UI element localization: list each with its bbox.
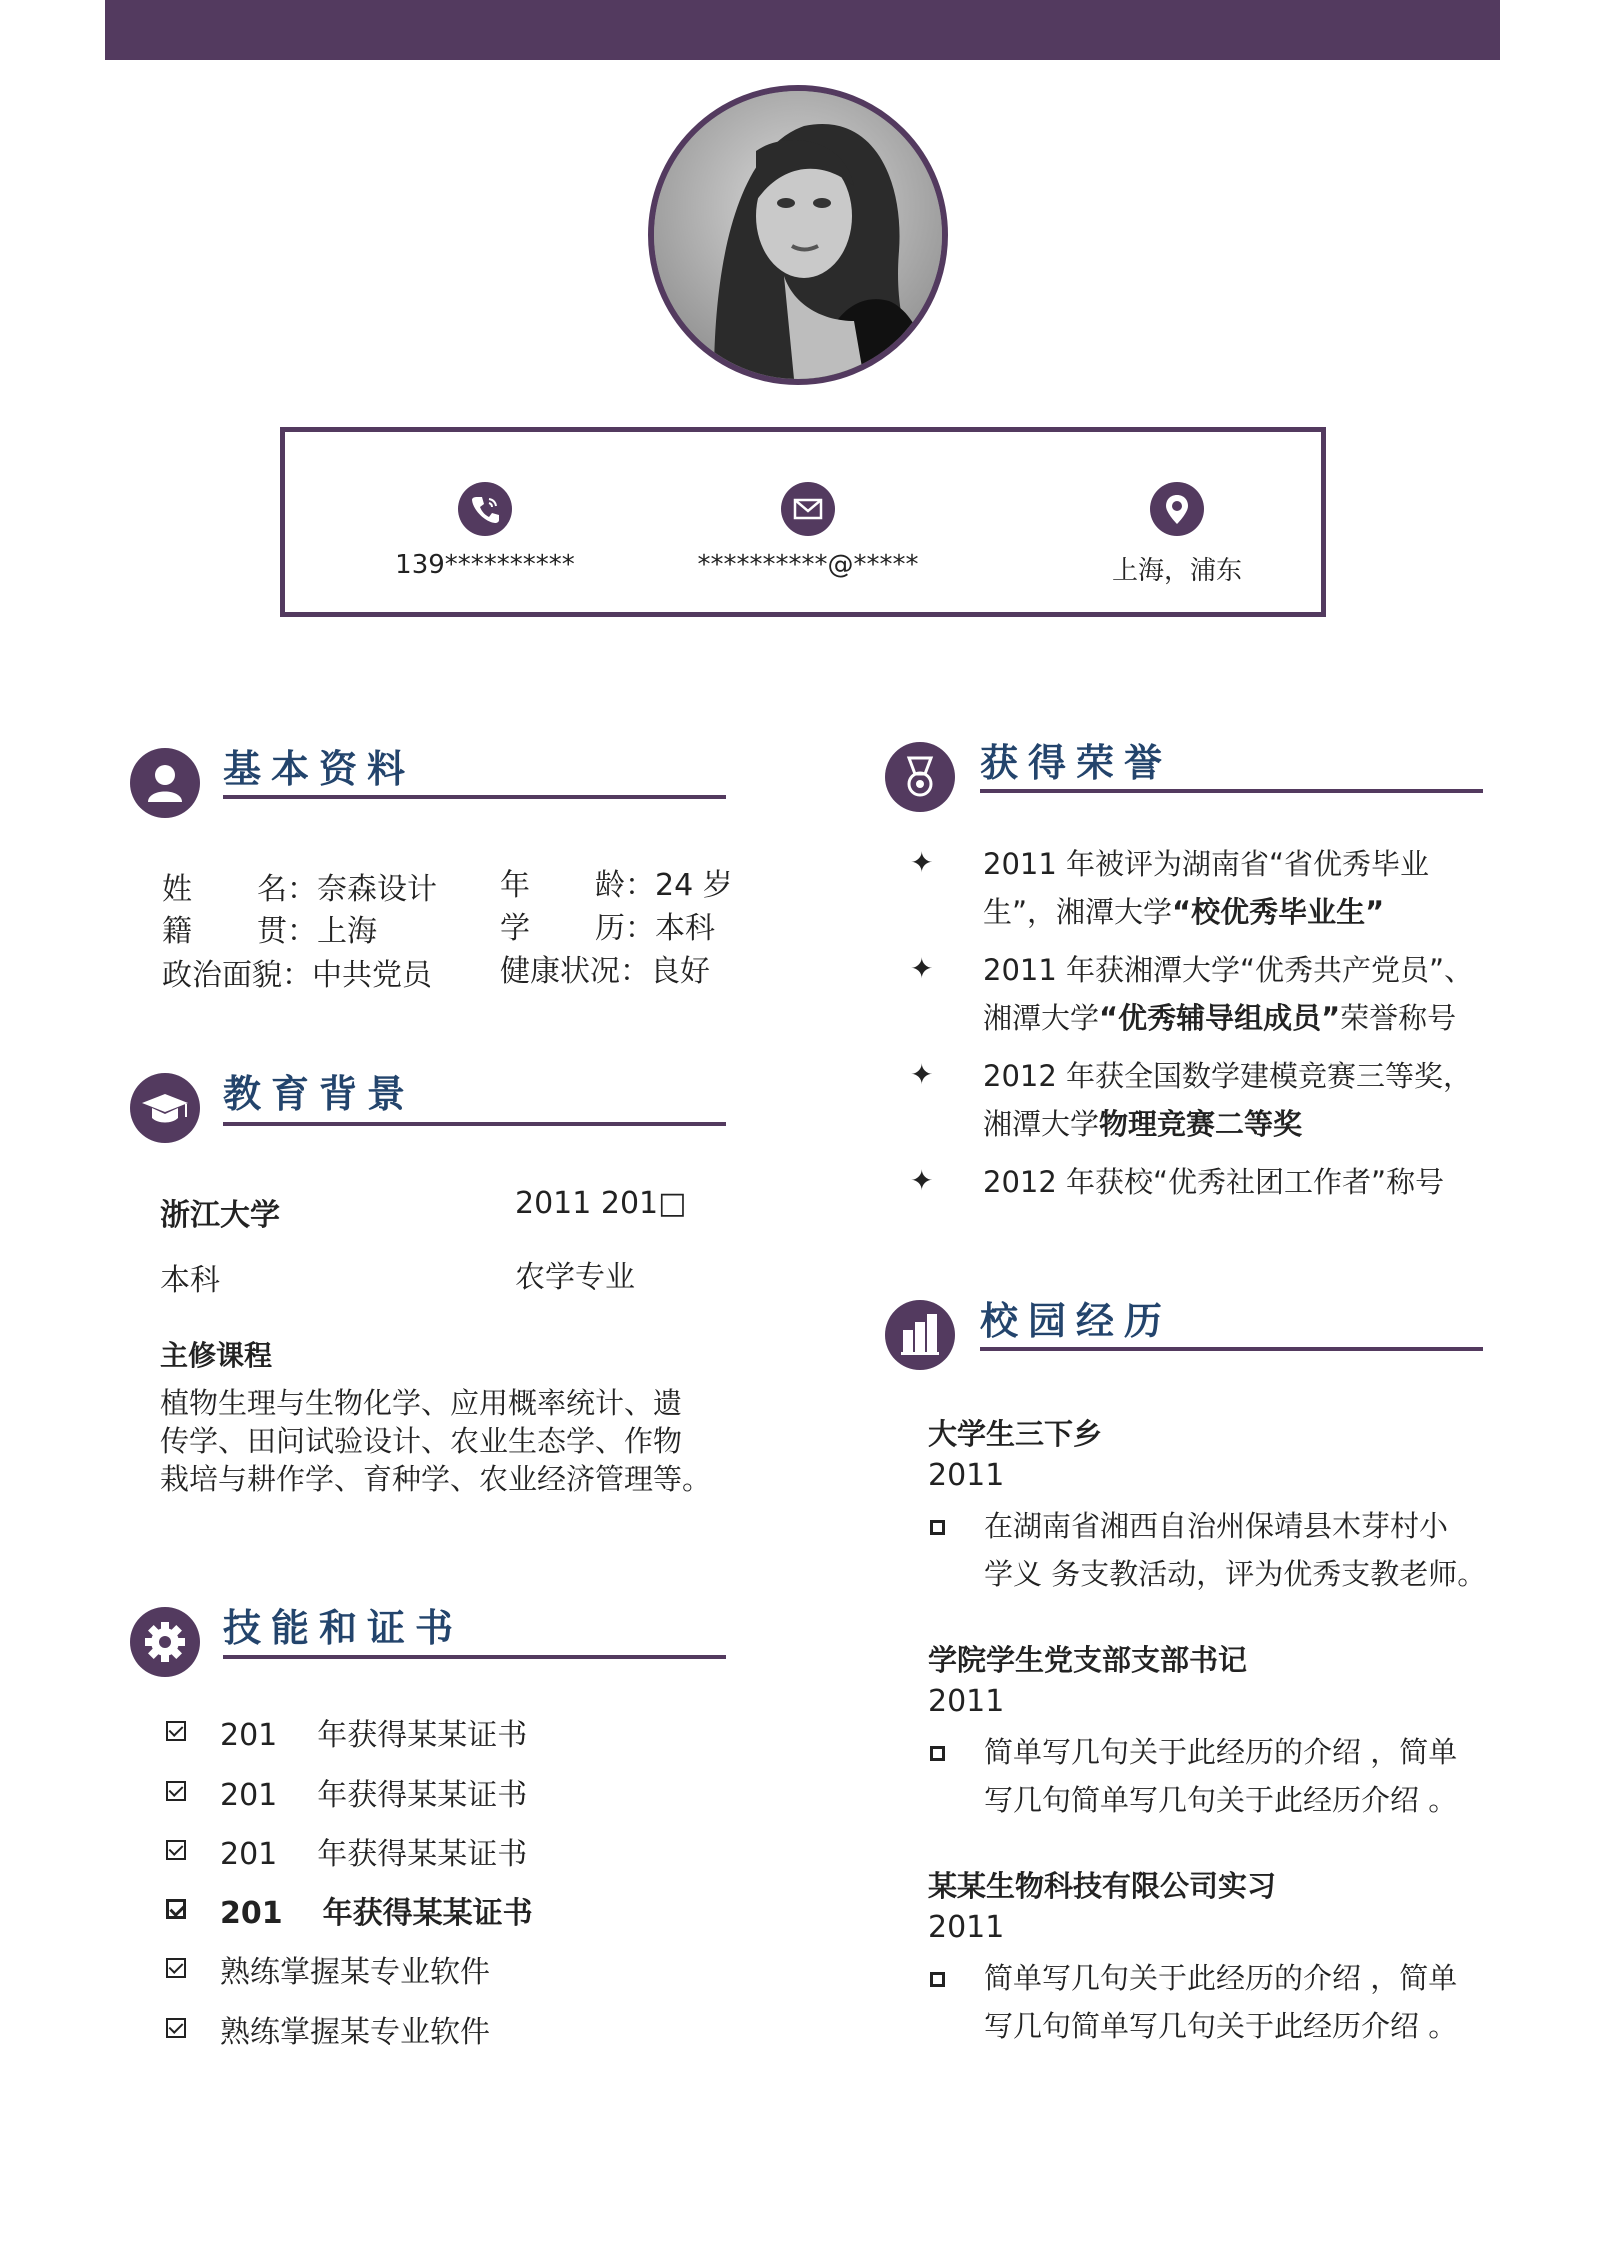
field-age: 年龄：24 岁 [500, 868, 733, 903]
phone-text: 139********** [395, 550, 575, 580]
experience-desc: 简单写几句关于此经历的介绍 ，简单 写几句简单写几句关于此经历介绍 。 [984, 1961, 1458, 2043]
person-icon [130, 748, 200, 818]
email-text: **********@***** [697, 550, 919, 580]
experience-title: 某某生物科技有限公司实习 [928, 1869, 1277, 1903]
location-text: 上海，浦东 [1111, 556, 1242, 586]
honor-item: 2011 年被评为湖南省“省优秀毕业 生”，湘潭大学“校优秀毕业生” [983, 847, 1430, 929]
field-hometown: 籍贯：上海 [162, 914, 377, 949]
section-title-campus: 校园经历 [980, 1299, 1173, 1343]
checkbox-icon [166, 2018, 186, 2038]
experience-desc: 在湖南省湘西自治州保靖县木芽村小 学义 务支教活动，评为优秀支教老师。 [984, 1509, 1487, 1591]
experience-desc: 简单写几句关于此经历的介绍 ，简单 写几句简单写几句关于此经历介绍 。 [984, 1735, 1458, 1817]
honor-item: 2011 年获湘潭大学“优秀共产党员”、 湘潭大学“优秀辅导组成员”荣誉称号 [983, 953, 1474, 1035]
top-banner [105, 0, 1500, 60]
skill-item: 熟练掌握某专业软件 [220, 2015, 490, 2050]
education-degree: 本科 [160, 1263, 220, 1298]
experience-year: 2011 [928, 1458, 1005, 1493]
skill-item: 201 年获得某某证书 [220, 1837, 528, 1872]
section-title-education: 教育背景 [223, 1072, 416, 1116]
star-bullet-icon: ✦ [910, 1164, 934, 1197]
square-bullet-icon [930, 1972, 945, 1987]
honor-item: 2012 年获校“优秀社团工作者”称号 [983, 1165, 1445, 1199]
building-icon [885, 1300, 955, 1370]
portrait-image [654, 91, 942, 379]
phone-icon [458, 482, 512, 536]
section-divider [980, 789, 1483, 793]
section-divider [223, 1655, 726, 1659]
medal-icon [885, 742, 955, 812]
education-period: 2011 201□ [515, 1186, 687, 1221]
contact-box [280, 427, 1326, 617]
section-divider [223, 795, 726, 799]
experience-year: 2011 [928, 1684, 1005, 1719]
section-title-skills: 技能和证书 [223, 1606, 464, 1650]
gear-icon [130, 1607, 200, 1677]
graduation-cap-icon [130, 1073, 200, 1143]
checkbox-icon [166, 1899, 186, 1919]
field-health: 健康状况：良好 [500, 954, 710, 989]
checkbox-icon [166, 1721, 186, 1741]
location-pin-icon [1150, 482, 1204, 536]
field-degree: 学历：本科 [500, 911, 715, 946]
courses-title: 主修课程 [160, 1339, 273, 1372]
section-title-basic: 基本资料 [223, 747, 416, 791]
contact-location [997, 482, 1357, 587]
contact-phone [305, 482, 665, 580]
checkbox-icon [166, 1781, 186, 1801]
section-divider [223, 1122, 726, 1126]
experience-title: 大学生三下乡 [928, 1417, 1103, 1451]
education-major: 农学专业 [515, 1260, 635, 1295]
field-name: 姓名：奈森设计 [162, 872, 437, 907]
contact-email [628, 482, 988, 580]
section-divider [980, 1347, 1483, 1351]
experience-title: 学院学生党支部支部书记 [928, 1643, 1248, 1677]
skill-item: 熟练掌握某专业软件 [220, 1955, 490, 1990]
envelope-icon [781, 482, 835, 536]
honor-item: 2012 年获全国数学建模竞赛三等奖， 湘潭大学物理竞赛二等奖 [983, 1059, 1473, 1141]
school-name: 浙江大学 [160, 1198, 280, 1233]
checkbox-icon [166, 1958, 186, 1978]
experience-year: 2011 [928, 1910, 1005, 1945]
square-bullet-icon [930, 1746, 945, 1761]
skill-item: 201 年获得某某证书 [220, 1778, 528, 1813]
star-bullet-icon: ✦ [910, 846, 934, 879]
skill-item: 201 年获得某某证书 [220, 1896, 533, 1931]
checkbox-icon [166, 1840, 186, 1860]
field-political: 政治面貌：中共党员 [162, 958, 432, 993]
star-bullet-icon: ✦ [910, 952, 934, 985]
skill-item: 201 年获得某某证书 [220, 1718, 528, 1753]
square-bullet-icon [930, 1520, 945, 1535]
courses-list: 植物生理与生物化学、应用概率统计、遗 传学、田问试验设计、农业生态学、作物 栽培与耕作学、育种学、农业经济管理等。 [160, 1386, 712, 1496]
section-title-honors: 获得荣誉 [980, 741, 1173, 785]
star-bullet-icon: ✦ [910, 1058, 934, 1091]
profile-photo [648, 85, 948, 385]
